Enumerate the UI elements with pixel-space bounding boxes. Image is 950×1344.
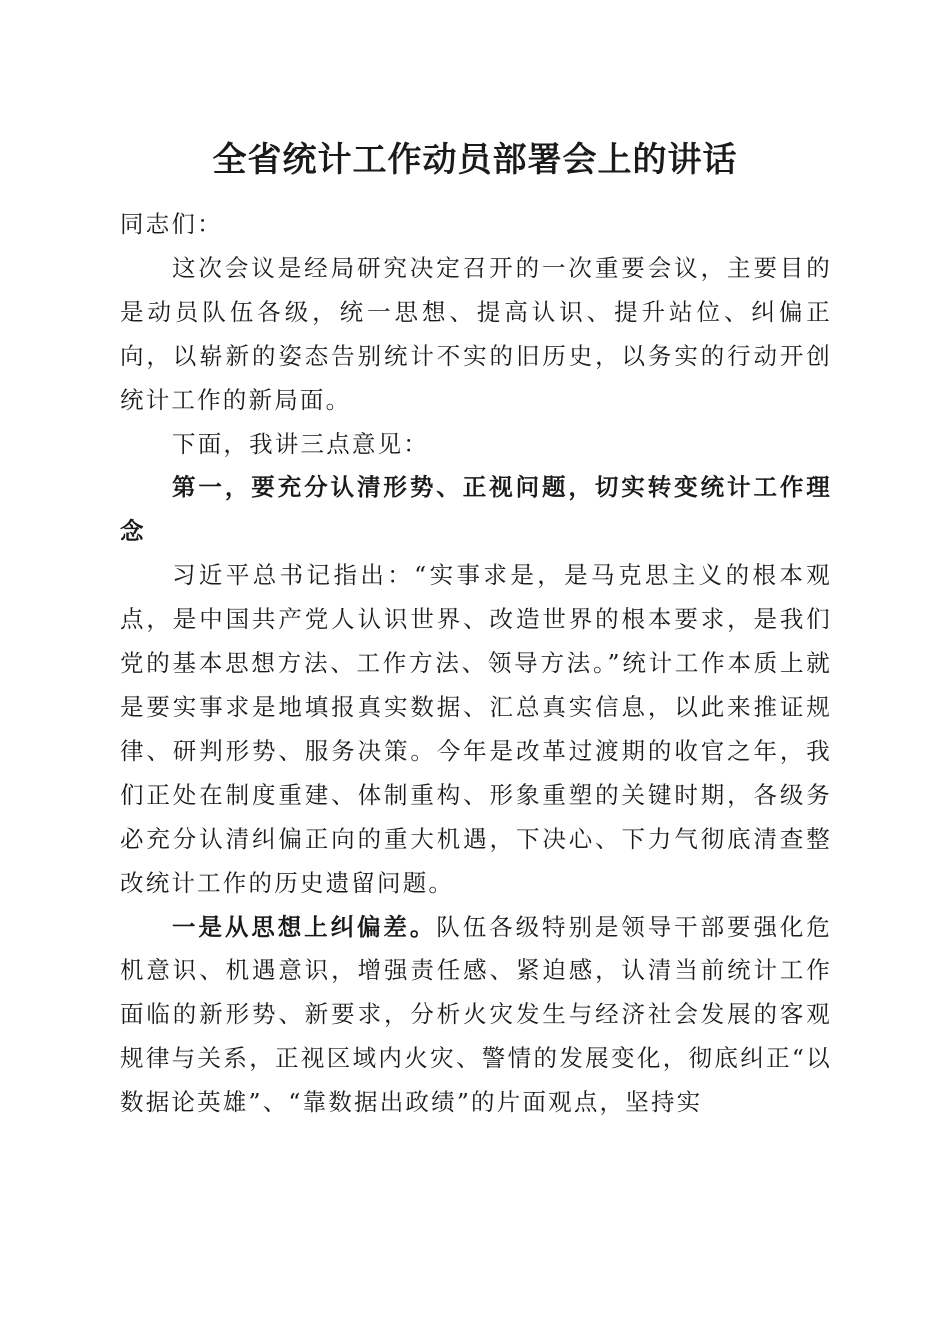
paragraph-point-1 bbox=[120, 906, 832, 1126]
section-heading-1: 第一，要充分认清形势、正视问题，切实转变统计工作理念 bbox=[120, 473, 832, 546]
document-body bbox=[120, 203, 832, 1125]
point-1-text: 队伍各级特别是领导干部要强化危机意识、机遇意识，增强责任感、紧迫感，认清当前统计工作面临的新形势、新要求，分析火灾发生与经济社会发展的客观规律与关系，正视区域内火灾、警情的发展变化，彻底纠正“以数据论英雄”、“靠数据出政绩”的片面观点，坚持实 bbox=[120, 912, 833, 1117]
point-1-lead: 一是从思想上纠偏差。 bbox=[172, 912, 437, 941]
paragraph-outline: 下面，我讲三点意见： bbox=[172, 429, 429, 458]
paragraph-quote: 习近平总书记指出：“实事求是，是马克思主义的根本观点，是中国共产党人认识世界、改造世界的根本要求，是我们党的基本思想方法、工作方法、领导方法。”统计工作本质上就是要实事求是地填报真实数据、汇总真实信息，以此来推证规律、研判形势、服务决策。今年是改革过渡期的收官之年，我们正处在制度重建、体制重构、形象重塑的关键时期，各级务必充分认清纠偏正向的重大机遇，下决心、下力气彻底清查整改统计工作的历史遗留问题。 bbox=[120, 561, 832, 897]
salutation: 同志们： bbox=[120, 210, 223, 238]
paragraph-intro: 这次会议是经局研究决定召开的一次重要会议，主要目的是动员队伍各级，统一思想、提高认识、提升站位、纠偏正向，以崭新的姿态告别统计不实的旧历史，以务实的行动开创统计工作的新局面。 bbox=[120, 253, 832, 414]
document-title: 全省统计工作动员部署会上的讲话 bbox=[212, 140, 738, 180]
